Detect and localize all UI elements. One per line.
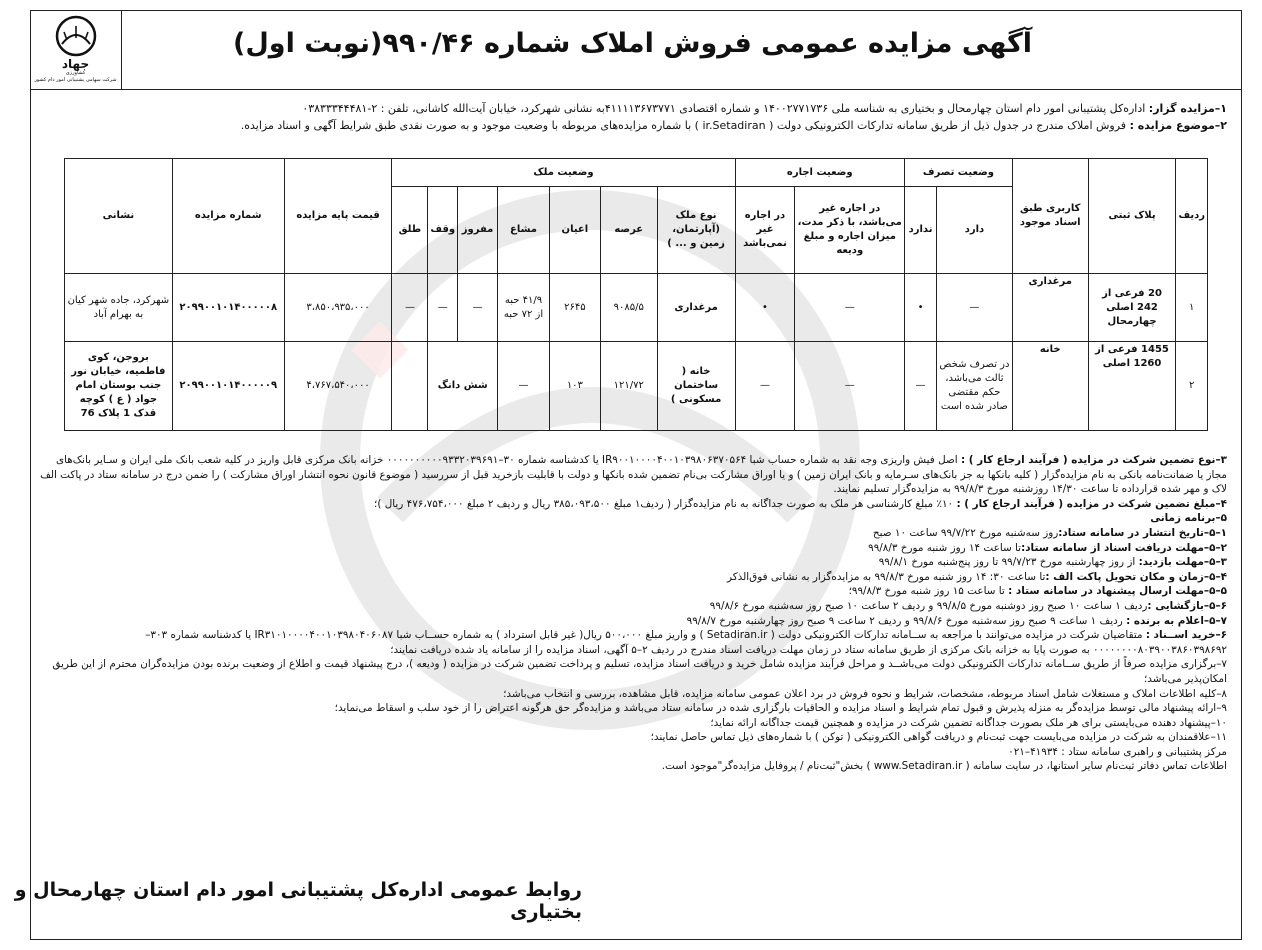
cell-building: ۲۶۴۵ <box>549 273 600 342</box>
cell-address: شهرکرد، جاده شهر کیان به بهرام آباد <box>65 273 173 342</box>
clause-9 <box>38 701 1227 716</box>
th-separated: مفروز <box>458 187 498 274</box>
intro-label-2: ۲–موضوع مزایده : <box>1129 119 1227 132</box>
clause-text: ردیف ۱ ساعت ۱۰ صبح روز دوشنبه مورخ ۹۹/۸/۵ و ردیف ۲ ساعت ۱۰ صبح روز سه‌شنبه مورخ ۹۹/۸/۶ <box>709 599 1148 612</box>
cell-area: ۹۰۸۵/۵ <box>600 273 657 342</box>
th-plaque: پلاک ثبتی <box>1088 159 1176 274</box>
th-endowed: وقف <box>428 187 458 274</box>
clause-5-2 <box>38 541 1227 556</box>
clause-text: تا ساعت ۱۵ روز شنبه مورخ ۹۹/۸/۳؛ <box>848 585 1009 598</box>
th-row: ردیف <box>1176 159 1208 274</box>
table-row <box>65 273 1208 342</box>
clause-label: ۱–۵–تاریخ انتشار در سامانه ستاد: <box>1058 526 1227 539</box>
clause-label: ۵–۵–مهلت ارسال پیشنهاد در سامانه ستاد : <box>1008 585 1227 598</box>
th-lease-yes: در اجاره غیر می‌باشد، با ذکر مدت، میزان اجاره و مبلغ ودیعه <box>795 187 905 274</box>
cell-separated: شش دانگ <box>428 342 498 431</box>
cell-building: ۱۰۳ <box>549 342 600 431</box>
clause-10 <box>38 716 1227 731</box>
cell-lease-no: — <box>735 342 795 431</box>
clause-text: اطلاعات تماس دفاتر ثبت‌نام سایر استانها، در سایت سامانه ( www.Setadiran.ir ) بخش"ثبت‌نام / پروفایل مزایده‌گر"موجود است. <box>661 760 1227 773</box>
cell-area: ۱۲۱/۷۲ <box>600 342 657 431</box>
cell-plaque: 20 فرعی از 242 اصلی چهارمحال <box>1088 273 1176 342</box>
intro-para-1 <box>45 100 1227 117</box>
cell-owned <box>392 342 428 431</box>
notice-body <box>38 453 1227 774</box>
cell-type: خانه ( ساختمان مسکونی ) <box>657 342 735 431</box>
clause-text: ۸–کلیه اطلاعات املاک و مستغلات شامل اسناد مربوطه، مشخصات، شرایط و نحوه فروش در برد اعلان عمومی سامانه مزایده، قابل مشاهده، بررسی و انتخاب می‌باشد؛ <box>503 687 1227 700</box>
cell-lease-no: • <box>735 273 795 342</box>
registration-info <box>38 759 1227 774</box>
intro-text-2: فروش املاک مندرج در جدول ذیل از طریق سامانه تدارکات الکترونیکی دولت ( ir.Setadiran ) با شماره مزایده‌های مربوطه با وضعیت موجود و به صورت نقدی طبق شرایط آگهی و اسناد مزایده. <box>240 119 1130 132</box>
th-base-price: قیمت پایه مزایده <box>284 159 392 274</box>
clause-4 <box>38 497 1227 512</box>
clause-6 <box>38 628 1227 657</box>
cell-possession-hasnot: — <box>905 342 937 431</box>
th-possession: وضعیت تصرف <box>905 159 1013 187</box>
clause-text: ۱۱–علاقمندان به شرکت در مزایده می‌بایست جهت ثبت‌نام و دریافت گواهی الکترونیکی ( توکن ) با شماره‌های ذیل تماس حاصل نمایند؛ <box>650 731 1227 744</box>
cell-lease-yes: — <box>795 342 905 431</box>
clause-5-3 <box>38 555 1227 570</box>
footer-signature: روابط عمومی اداره‌کل پشتیبانی امور دام استان چهارمحال و بختیاری <box>14 879 582 923</box>
th-area: عرصه <box>600 187 657 274</box>
intro-label-1: ۱–مزایده گزار: <box>1148 102 1227 115</box>
th-usage: کاربری طبق اسناد موجود <box>1012 159 1088 274</box>
cell-lease-yes: — <box>795 273 905 342</box>
clause-5-1 <box>38 526 1227 541</box>
cell-shared: ۴۱/۹ حبه از ۷۲ حبه <box>498 273 550 342</box>
th-auction-no: شماره مزایده <box>172 159 284 274</box>
clause-label: ۵–برنامه زمانی <box>1150 512 1227 525</box>
clause-3 <box>38 453 1227 497</box>
th-address: نشانی <box>65 159 173 274</box>
clause-label: ۴–مبلغ تضمین شرکت در مزایده ( فرآیند ارجاع کار ) : <box>956 497 1227 510</box>
clause-text: روز سه‌شنبه مورخ ۹۹/۷/۲۲ ساعت ۱۰ صبح <box>872 526 1059 539</box>
cell-row: ۲ <box>1176 342 1208 431</box>
cell-usage: مرغداری <box>1012 273 1088 342</box>
clause-label: ۲–۵–مهلت دریافت اسناد از سامانه ستاد: <box>1021 541 1227 554</box>
table-row <box>65 342 1208 431</box>
th-type: نوع ملک (آپارتمان، زمین و ... ) <box>657 187 735 274</box>
clause-11 <box>38 730 1227 745</box>
th-shared: مشاع <box>498 187 550 274</box>
logo-name2: کشاورزی <box>65 70 86 76</box>
cell-possession-hasnot: • <box>905 273 937 342</box>
wheat-circle-icon <box>54 14 98 58</box>
clause-text: ۱۰٪ مبلغ کارشناسی هر ملک به صورت جداگانه به نام مزایده‌گزار ( ردیف۱ مبلغ ۳۸۵،۰۹۳،۵۰۰ ریال و ردیف ۲ مبلغ ۴۷۶،۷۵۴،۰۰۰ ریال )؛ <box>374 497 957 510</box>
header <box>30 10 1242 90</box>
clause-text: تا ساعت ۳۰: ۱۴ روز شنبه مورخ ۹۹/۸/۳ به مزایده‌گزار به نشانی فوق‌الذکر <box>727 570 1046 583</box>
clause-text: تا ساعت ۱۴ روز شنبه مورخ ۹۹/۸/۳ <box>868 541 1022 554</box>
clause-text: از روز چهارشنبه مورخ ۹۹/۷/۲۳ تا روز پنج‌شنبه مورخ ۹۹/۸/۱ <box>878 556 1139 569</box>
logo-name: جهاد <box>61 57 90 71</box>
th-building: اعیان <box>549 187 600 274</box>
clause-8 <box>38 687 1227 702</box>
clause-text: اصل فیش واریزی وجه نقد به شماره حساب شبا IR۹۰۰۱۰۰۰۰۴۰۰۱۰۳۹۸۰۶۳۷۰۵۶۴ یا کدشناسه شماره ۳۰–۰۰۰۰۰۰۰۰۰۰۹۳۳۲۰۳۹۶۹۱ خزانه بانک مرکزی قابل واریز در کلیه شعب بانک ملی ایران و سـایر بانک‌های مجاز یا ضمانت‌نامه بانکی به نام مزایده‌گزار ( کلیه بانکها به جز بانک‌های سـرمایه و بانک ایران زمین ) و یا اوراق مشارکت بی‌نام تضمین شده بانکها و دولت با قابلیت بازخرید قبل از سررسید ( موضوع قانون نحوه انتشار اوراق مشارکت ) را ضمن درج در سامانه ستاد در پاکت الف لاک و مهر شده قرارداده تا ساعت ۱۴/۳۰ روزشنبه مورخ ۹۹/۸/۳ به مزایده‌گزار تسلیم نمایند. <box>40 454 1227 496</box>
support-center <box>38 745 1227 760</box>
notice-title: آگهی مزایده عمومی فروش املاک شماره ۹۹۰/۴۶(نوبت اول) <box>233 28 1032 59</box>
clause-text: ۹–ارائه پیشنهاد مالی توسط مزایده‌گر به منزله پذیرش و قبول تمام شرایط و اسناد مزایده و الحاقیات بارگزاری شده در سامانه ستاد می‌باشد و مزایده‌گر حق هرگونه اعتراض را از خود سلب و اسقاط می‌نماید؛ <box>334 702 1227 715</box>
th-possession-hasnot: ندارد <box>905 187 937 274</box>
clause-5-7 <box>38 614 1227 629</box>
cell-endowed: — <box>428 273 458 342</box>
th-lease: وضعیت اجاره <box>735 159 905 187</box>
clause-7 <box>38 657 1227 686</box>
cell-auction-no: ۲۰۹۹۰۰۱۰۱۴۰۰۰۰۰۹ <box>172 342 284 431</box>
intro-para-2 <box>45 117 1227 134</box>
properties-table <box>64 158 1208 431</box>
clause-text: ۱۰–پیشنهاد دهنده می‌بایستی برای هر ملک بصورت جداگانه تضمین شرکت در مزایده و همچنین قیمت جداگانه ارائه نماید؛ <box>710 716 1227 729</box>
cell-possession-has: در تصرف شخص ثالث می‌باشد، حکم مقتضی صادر شده است <box>937 342 1013 431</box>
clause-5-6 <box>38 599 1227 614</box>
cell-plaque: 1455 فرعی از 1260 اصلی <box>1088 342 1176 431</box>
th-owned: طلق <box>392 187 428 274</box>
clause-label: ۳–۵–مهلت بازدید: <box>1138 556 1227 569</box>
cell-separated: — <box>458 273 498 342</box>
clause-5-4 <box>38 570 1227 585</box>
clause-text: مرکز پشتیبانی و راهبری سامانه ستاد : ۴۱۹۳۴–۰۲۱ <box>1008 745 1227 758</box>
cell-usage: خانه <box>1012 342 1088 431</box>
clause-label: ۳–نوع تضمین شرکت در مزایده ( فرآیند ارجاع کار ) : <box>960 454 1227 466</box>
cell-shared: — <box>498 342 550 431</box>
clause-label: ۶–خرید اســناد : <box>1145 629 1227 642</box>
clause-text: ردیف ۱ ساعت ۹ صبح روز سه‌شنبه مورخ ۹۹/۸/۶ و ردیف ۲ ساعت ۹ صبح روز چهارشنبه مورخ ۹۹/۸/۷ <box>686 614 1127 627</box>
cell-base-price: ۴،۷۶۷،۵۴۰،۰۰۰ <box>284 342 392 431</box>
cell-possession-has: — <box>937 273 1013 342</box>
clause-label: ۷–۵–اعلام به برنده : <box>1126 614 1227 627</box>
logo-caption: شرکت سهامی پشتیبانی امور دام کشور <box>34 77 117 83</box>
clause-text: ۷–برگزاری مزایده صرفاً از طریق ســامانه تدارکات الکترونیکی دولت می‌باشــد و مراحل فرآیند مزایده شامل خرید و دریافت اسناد مزایده، تسلیم و پرداخت تضمین شرکت در مزایده ( ودیعه )، درج پیشنهاد قیمت و اطلاع از وضعیت برنده بودن مزایده‌گران محترم از این طریق امکان‌پذیر می‌باشد؛ <box>52 658 1227 685</box>
th-lease-no: در اجاره غیر نمی‌باشد <box>735 187 795 274</box>
clause-text: متقاضیان شرکت در مزایده می‌توانند با مراجعه به ســامانه تدارکات الکترونیکی دولت ( Setadiran.ir ) و واریز مبلغ ۵۰۰،۰۰۰ ریال( غیر قابل استرداد ) به شماره حســاب شبا IR۳۱۰۱۰۰۰۰۴۰۰۱۰۳۹۸۰۴۰۶۰۸۷ یا کدشناسه شماره ۳۰۳–۰۰۰۰۰۰۰۰۸۰۳۹۰۰۳۸۶۰۳۹۸۶۹۲ به صورت پایا به خزانه بانک مرکزی از طریق سامانه ستاد در زمان مهلت دریافت اسناد مندرج در ردیف ۲–۵ آگهی، اسناد مزایده را از سامانه یاد شده دریافت نمایند؛ <box>145 629 1227 656</box>
th-property: وضعیت ملک <box>392 159 735 187</box>
cell-auction-no: ۲۰۹۹۰۰۱۰۱۴۰۰۰۰۰۸ <box>172 273 284 342</box>
clause-label: ۶–۵–بازگشایی : <box>1147 599 1227 612</box>
cell-address: بروجن، کوی فاطمیه، خیابان نور جنب بوستان امام جواد ( ع ) کوچه قدک 1 پلاک 76 <box>65 342 173 431</box>
cell-base-price: ۳،۸۵۰،۹۳۵،۰۰۰ <box>284 273 392 342</box>
cell-row: ۱ <box>1176 273 1208 342</box>
clause-5-5 <box>38 584 1227 599</box>
intro-text-1: اداره‌کل پشتیبانی امور دام استان چهارمحال و بختیاری به شناسه ملی ۱۴۰۰۲۷۷۱۷۳۶ و شماره اقتصادی ۴۱۱۱۱۳۶۷۳۷۷۱به نشانی شهرکرد، خیابان آیت‌الله کاشانی، تلفن : ۲-۰۳۸۳۳۳۴۴۴۸۱ <box>302 102 1149 115</box>
cell-owned: — <box>392 273 428 342</box>
cell-type: مرغداری <box>657 273 735 342</box>
intro <box>45 100 1227 134</box>
jahad-logo <box>30 10 122 90</box>
clause-label: ۴–۵–زمان و مکان تحویل پاکت الف : <box>1045 570 1227 583</box>
clause-5 <box>38 511 1227 526</box>
th-possession-has: دارد <box>937 187 1013 274</box>
